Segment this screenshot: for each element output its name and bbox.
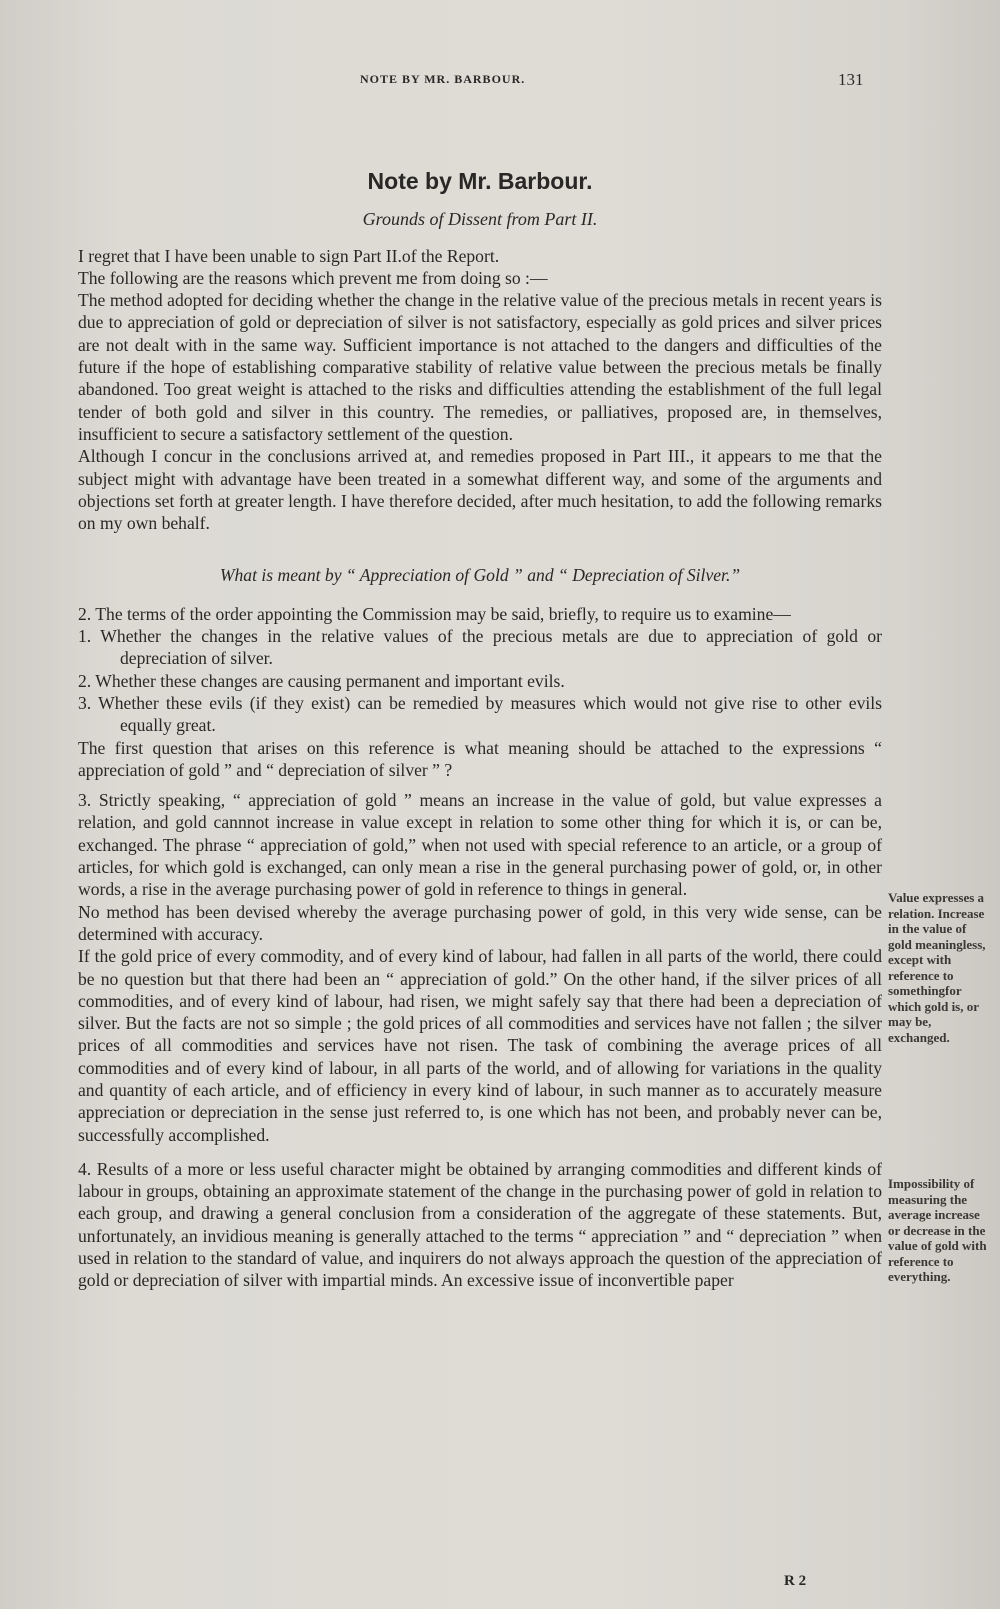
subtitle: Grounds of Dissent from Part II.: [362, 209, 598, 230]
main-text: [78, 160, 882, 1292]
paragraph-3: 3. Strictly speaking, “ appreciation of gold ” means an increase in the value of gold, but value expresses a relation, and gold cannnot increase in value except in relation to some other thing for which it is, or can be, exchanged. The phrase “ appreciation of gold,” when not used with special reference to an article, or a group of articles, for which gold is exchanged, can only mean a rise in the general purchasing power of gold, or, in other words, a rise in the average purchasing power of gold in reference to things in general.: [78, 790, 882, 900]
page-title: Note by Mr. Barbour.: [367, 168, 593, 194]
intro-paragraph: I regret that I have been unable to sign Part II.of the Report.: [78, 245, 500, 266]
intro-paragraph: The following are the reasons which prevent me from doing so :—: [78, 267, 548, 288]
list-item: 3. Whether these evils (if they exist) can be remedied by measures which would not give rise to other evils equally great.: [78, 692, 882, 736]
page-header: [0, 72, 1000, 94]
paragraph-2-intro: 2. The terms of the order appointing the Commission may be said, briefly, to require us to examine—: [78, 603, 791, 624]
page-number: 131: [838, 70, 864, 89]
terms-list: [78, 625, 882, 736]
running-head: NOTE BY MR. BARBOUR.: [360, 72, 526, 86]
signature-mark: R 2: [784, 1573, 807, 1589]
paragraph-4: 4. Results of a more or less useful character might be obtained by arranging commodities and different kinds of labour in groups, obtaining an approximate statement of the change in the purchasing power of gold in relation to each group, and drawing a general conclusion from a consideration of the aggregate of these statements. But, unfortunately, an invidious meaning is generally attached to the terms “ appreciation ” and “ depreciation ” when used in relation to the standard of value, and inquirers do not always approach the question of the appreciation of gold or depreciation of silver with impartial minds. An excessive issue of inconvertible paper: [78, 1158, 882, 1291]
section-heading: What is meant by “ Appreciation of Gold ” and “ Depreciation of Silver.”: [219, 565, 741, 586]
margin-note-value: Value expresses a relation. Increase in the value of gold meaningless, except with reference to somethingfor which gold is, or may be, exchanged.: [888, 890, 986, 1045]
list-item: 2. Whether these changes are causing permanent and important evils.: [78, 670, 565, 691]
paragraph-3: No method has been devised whereby the average purchasing power of gold, in this very wide sense, can be determined with accuracy.: [78, 901, 882, 944]
intro-paragraph: The method adopted for deciding whether the change in the relative value of the precious metals in recent years is due to appreciation of gold or depreciation of silver is not satisfactory, especially as gold prices and silver prices are not dealt with in the same way. Sufficient importance is not attached to the dangers and difficulties of the future if the hope of establishing comparative stability of relative value between the precious metals be finally abandoned. Too great weight is attached to the risks and difficulties attending the establishment of the full legal tender of both gold and silver in this country. The remedies, or palliatives, proposed are, in themselves, insufficient to secure a satisfactory settlement of the question.: [78, 290, 882, 444]
paragraph-3: If the gold price of every commodity, and of every kind of labour, had fallen in all parts of the world, there could be no question but that there had been an “ appreciation of gold.” On the other hand, if the silver prices of all commodities, and of every kind of labour, had risen, we might safely say that there had been a depreciation of silver. But the facts are not so simple ; the gold prices of all commodities and services have not fallen ; the silver prices of all commodities and services have not risen. The task of combining the average prices of all commodities and of every kind of labour, in all parts of the world, and of allowing for variations in the quality and quantity of each article, and of efficiency in every kind of labour, in such manner as to accurately measure appreciation or depreciation in the sense just referred to, is one which has not been, and probably never can be, successfully accomplished.: [78, 946, 882, 1145]
margin-note-impossibility: Impossibility of measuring the average increase or decrease in the value of gold with reference to everything.: [888, 1176, 987, 1284]
list-item: 1. Whether the changes in the relative values of the precious metals are due to appreciation of gold or depreciation of silver.: [78, 626, 882, 669]
paragraph-2-closing: The first question that arises on this reference is what meaning should be attached to the expressions “ appreciation of gold ” and “ depreciation of silver ” ?: [78, 737, 882, 780]
intro-paragraph: Although I concur in the conclusions arrived at, and remedies proposed in Part III., it appears to me that the subject might with advantage have been treated in a somewhat different way, and some of the arguments and objections set forth at greater length. I have therefore decided, after much hesitation, to add the following remarks on my own behalf.: [78, 446, 882, 534]
